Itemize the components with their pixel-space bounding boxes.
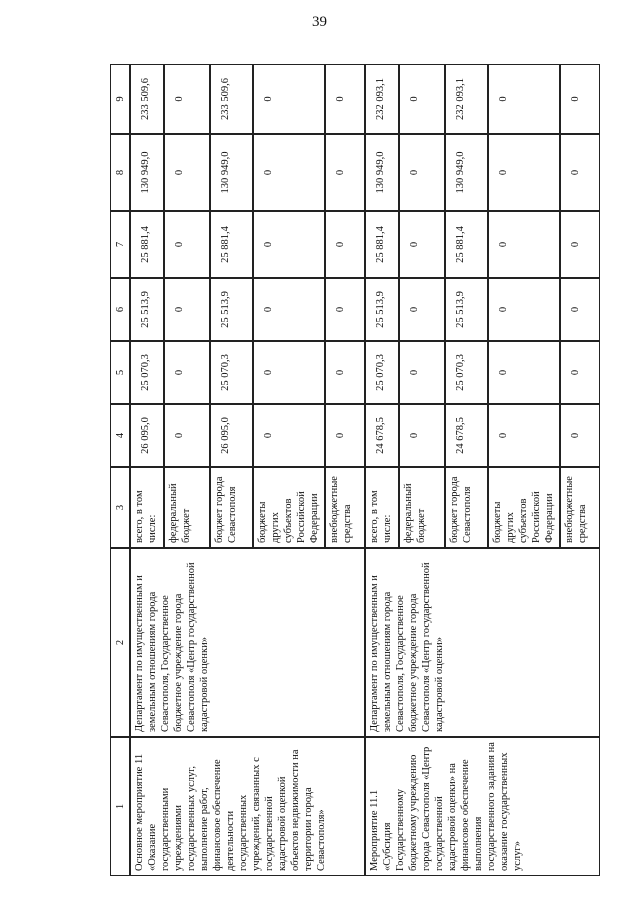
value-cell: 0	[253, 278, 325, 341]
value-cell: 130 949,0	[365, 134, 399, 211]
value-cell: 25 881,4	[210, 211, 253, 278]
value-cell: 0	[560, 341, 600, 404]
value-cell: 0	[560, 134, 600, 211]
value-cell: 25 513,9	[210, 278, 253, 341]
value-cell: 0	[164, 341, 210, 404]
value-cell: 0	[253, 134, 325, 211]
header-col-6: 6	[110, 278, 130, 341]
value-cell: 24 678,5	[365, 404, 399, 467]
value-cell: 0	[164, 64, 210, 134]
value-cell: 0	[399, 64, 445, 134]
value-cell: 0	[488, 211, 560, 278]
header-col-2: 2	[110, 548, 130, 737]
value-cell: 232 093,1	[445, 64, 488, 134]
value-cell: 0	[560, 278, 600, 341]
value-cell: 0	[325, 211, 365, 278]
value-cell: 233 509,6	[210, 64, 253, 134]
value-cell: 0	[560, 404, 600, 467]
header-col-7: 7	[110, 211, 130, 278]
value-cell: 25 881,4	[365, 211, 399, 278]
value-cell: 0	[164, 278, 210, 341]
executor-2: Департамент по имущественным и земельным отношениям города Севастополя, Государственное бюджетное учреждение города Севастополя «Центр государственной кадастровой оценки»	[365, 548, 600, 737]
value-cell: 0	[399, 134, 445, 211]
value-cell: 0	[164, 211, 210, 278]
value-cell: 25 070,3	[130, 341, 164, 404]
value-cell: 25 881,4	[445, 211, 488, 278]
value-cell: 0	[399, 278, 445, 341]
value-cell: 130 949,0	[445, 134, 488, 211]
value-cell: 0	[560, 64, 600, 134]
funding-source: внебюджетные средства	[325, 467, 365, 548]
value-cell: 0	[399, 341, 445, 404]
value-cell: 26 095,0	[130, 404, 164, 467]
table-container	[110, 64, 588, 876]
page-number: 39	[312, 14, 327, 30]
value-cell: 0	[488, 64, 560, 134]
funding-source: всего, в том числе:	[365, 467, 399, 548]
value-cell: 232 093,1	[365, 64, 399, 134]
value-cell: 24 678,5	[445, 404, 488, 467]
funding-source: бюджет города Севастополя	[210, 467, 253, 548]
funding-source: бюджеты других субъектов Российской Федерации	[488, 467, 560, 548]
funding-source: всего, в том числе:	[130, 467, 164, 548]
value-cell: 0	[253, 404, 325, 467]
value-cell: 25 513,9	[445, 278, 488, 341]
value-cell: 233 509,6	[130, 64, 164, 134]
value-cell: 0	[325, 134, 365, 211]
header-col-4: 4	[110, 404, 130, 467]
value-cell: 130 949,0	[130, 134, 164, 211]
header-col-1: 1	[110, 737, 130, 876]
value-cell: 0	[560, 211, 600, 278]
value-cell: 0	[253, 211, 325, 278]
value-cell: 25 070,3	[210, 341, 253, 404]
value-cell: 25 513,9	[365, 278, 399, 341]
value-cell: 0	[488, 341, 560, 404]
executor-1: Департамент по имущественным и земельным отношениям города Севастополя, Государственное бюджетное учреждение города Севастополя «Центр государственной кадастровой оценки»	[130, 548, 365, 737]
value-cell: 0	[399, 211, 445, 278]
header-col-5: 5	[110, 341, 130, 404]
value-cell: 0	[325, 341, 365, 404]
value-cell: 25 513,9	[130, 278, 164, 341]
measure-name-2: Мероприятие 11.1 «Субсидия Государственному бюджетному учреждению города Севастополя «Центр государственной кадастровой оценки» на финансовое обеспечение выполнения государственного задания на оказание государственных услуг»	[365, 737, 600, 876]
value-cell: 0	[488, 134, 560, 211]
value-cell: 0	[325, 64, 365, 134]
funding-source: федеральный бюджет	[399, 467, 445, 548]
value-cell: 0	[253, 64, 325, 134]
value-cell: 0	[488, 278, 560, 341]
header-col-3: 3	[110, 467, 130, 548]
value-cell: 25 881,4	[130, 211, 164, 278]
header-col-9: 9	[110, 64, 130, 134]
value-cell: 25 070,3	[445, 341, 488, 404]
funding-source: бюджет города Севастополя	[445, 467, 488, 548]
value-cell: 25 070,3	[365, 341, 399, 404]
header-col-8: 8	[110, 134, 130, 211]
budget-table	[110, 64, 588, 876]
value-cell: 0	[325, 404, 365, 467]
value-cell: 0	[253, 341, 325, 404]
value-cell: 0	[488, 404, 560, 467]
value-cell: 0	[399, 404, 445, 467]
value-cell: 0	[164, 134, 210, 211]
value-cell: 0	[164, 404, 210, 467]
measure-name-1: Основное мероприятие 11 «Оказание государственными учреждениями государственных услуг, выполнение работ, финансовое обеспечение деятельности государственных учреждений, связанных с государственной кадастровой оценкой объектов недвижимости на территории города Севастополя»	[130, 737, 365, 876]
funding-source: бюджеты других субъектов Российской Федерации	[253, 467, 325, 548]
value-cell: 26 095,0	[210, 404, 253, 467]
value-cell: 0	[325, 278, 365, 341]
funding-source: внебюджетные средства	[560, 467, 600, 548]
funding-source: федеральный бюджет	[164, 467, 210, 548]
value-cell: 130 949,0	[210, 134, 253, 211]
